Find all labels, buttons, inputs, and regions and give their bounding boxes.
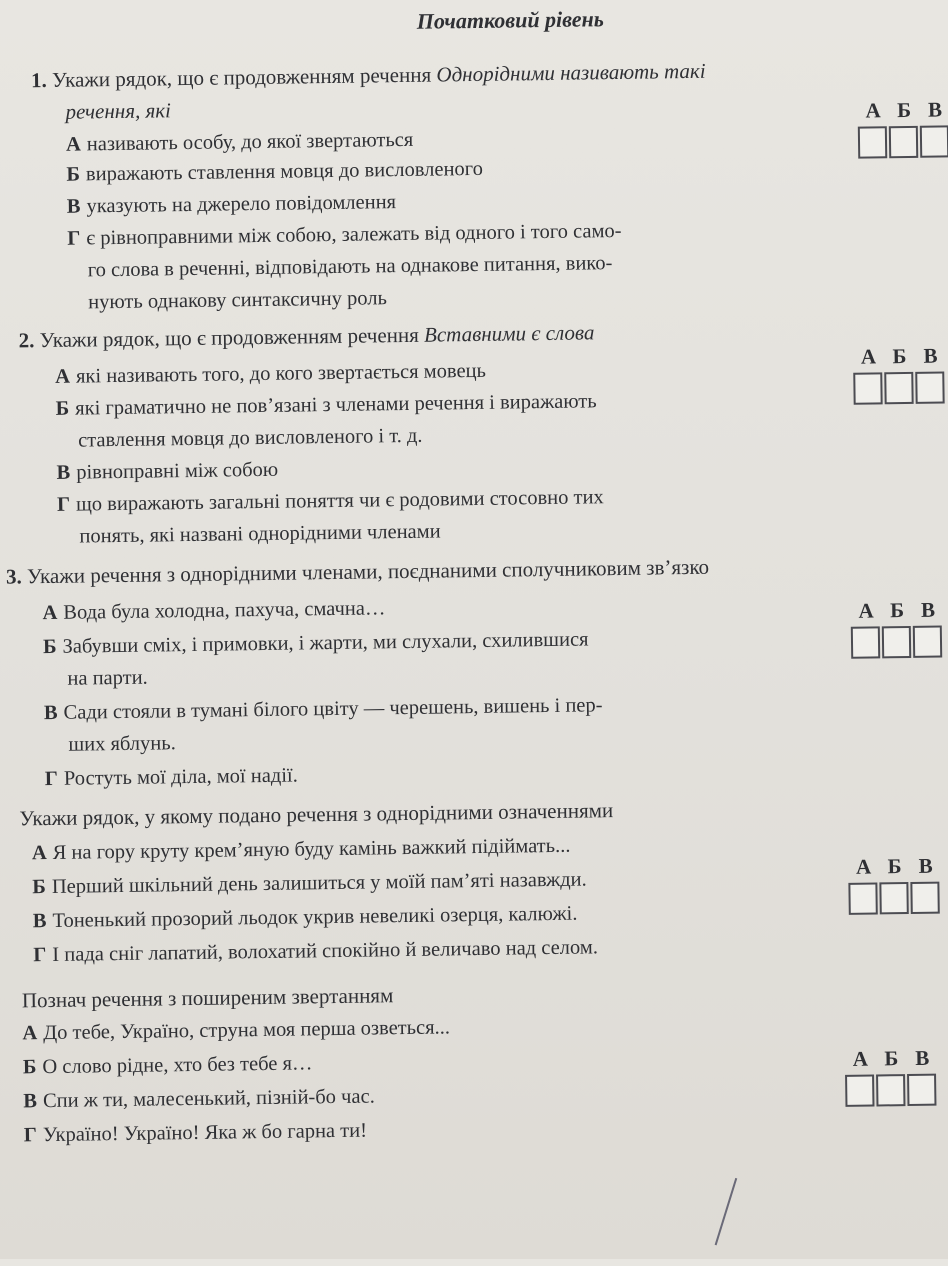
answer-box-b[interactable] [884,372,913,404]
prompt-text: Укажи рядок, що є продовженням речення [39,322,419,353]
option-letter: В [66,195,81,218]
option-text: які граматично не пов’язані з членами речення і виражають [75,390,597,420]
option-letter: Б [66,163,81,186]
question-4-option-b[interactable] [32,869,587,900]
option-letter: В [23,1090,38,1113]
grid-label-c: В [920,597,936,622]
option-d-cont-1: го слова в реченні, відповідають на однакове питання, вико- [87,252,613,282]
option-letter: А [65,133,81,156]
option-letter: А [22,1022,38,1045]
option-letter: Б [55,397,70,420]
option-text: рівноправні між собою [76,458,279,484]
option-letter: Г [67,227,81,250]
answer-box-a[interactable] [851,626,880,658]
option-text: Україно! Україно! Яка ж бо гарна ти! [42,1119,368,1147]
answer-box-c[interactable] [915,371,944,403]
answer-box-c[interactable] [913,626,942,658]
question-2-option-d[interactable] [57,486,604,517]
question-1-option-d[interactable] [67,220,622,251]
answer-box-a[interactable] [858,126,887,158]
question-1-prompt-cont: речення, які [65,98,172,124]
option-b-cont-1: на парти. [67,666,148,690]
answer-box-c[interactable] [907,1074,936,1106]
prompt-text: Познач речення з поширеним звертанням [21,983,394,1013]
prompt-italic: Однорідними називають такі [436,58,706,87]
prompt-text: Укажи рядок, у якому подано речення з однорідними означеннями [19,798,614,831]
option-text: Сади стояли в тумані білого цвіту — черешень, вишень і пер- [63,694,603,724]
grid-label-a: А [852,1046,869,1071]
option-text: Забувши сміх, і примовки, і жарти, ми слухали, схилившися [62,628,589,658]
option-text: називають особу, до якої звертаються [86,128,414,156]
grid-label-b: Б [889,598,905,623]
option-text: є рівноправними між собою, залежать від одного і того само- [86,219,622,250]
option-letter: А [31,842,47,865]
question-3-option-a[interactable] [42,597,385,625]
option-c-cont-1: ших яблунь. [68,732,176,756]
question-2-option-b[interactable] [56,390,597,421]
option-letter: В [32,910,47,933]
grid-label-b: Б [896,97,912,123]
prompt-italic: Вставними є слова [423,320,595,347]
question-5-option-c[interactable] [23,1085,375,1113]
option-letter: Г [44,767,59,791]
grid-label-b: Б [884,1046,899,1071]
question-3-prompt [6,555,709,590]
question-3-option-d[interactable] [45,765,298,792]
grid-label-c: В [918,853,933,878]
option-letter: А [42,601,58,625]
option-letter: Г [23,1124,38,1147]
option-text: виражають ставлення мовця до висловленого [85,157,484,186]
answer-box-a[interactable] [845,1075,874,1107]
question-1-option-b[interactable] [66,158,483,187]
question-5-option-a[interactable] [22,1016,450,1045]
question-4-prompt [19,798,613,831]
grid-label-b: Б [887,854,902,879]
option-d-cont-1: понять, які названі однорідними членами [79,520,441,548]
answer-box-b[interactable] [882,626,911,658]
option-text: Перший шкільний день залишиться у моїй пам’яті назавжди. [51,868,587,898]
option-letter: Г [33,944,47,967]
option-letter: Б [32,876,47,899]
section-heading: Початковий рівень [416,6,604,34]
answer-box-c[interactable] [920,125,948,157]
question-number: 3. [5,564,22,589]
question-number: 1. [30,67,47,93]
option-letter: Г [56,493,71,516]
option-letter: А [55,365,71,388]
question-3-option-b[interactable] [43,628,589,659]
option-text: До тебе, Україно, струна моя перша озветься... [43,1016,451,1045]
option-text: Ростуть мої діла, мої надії. [63,764,298,790]
answer-box-c[interactable] [910,882,939,914]
prompt-text: Укажи речення з однорідними членами, поєднаними сполучниковим зв’язко [26,554,710,589]
option-letter: Б [22,1056,37,1079]
answer-box-b[interactable] [876,1074,905,1106]
grid-label-a: А [858,598,874,623]
grid-label-a: А [865,98,881,123]
option-letter: Б [42,635,57,659]
question-5-option-d[interactable] [24,1120,367,1148]
question-1-option-a[interactable] [66,129,414,157]
grid-label-a: А [855,854,872,879]
answer-box-b[interactable] [889,126,918,158]
question-2-option-c[interactable] [56,459,278,485]
grid-label-a: А [860,344,877,369]
option-letter: В [43,701,58,725]
question-2-option-a[interactable] [55,360,486,389]
grid-label-c: В [923,343,938,368]
question-5-option-b[interactable] [23,1052,313,1079]
option-letter: В [56,461,71,484]
option-text: І пада сніг лапатий, волохатий спокійно й величаво над селом. [52,936,599,966]
question-4-option-d[interactable] [33,936,598,967]
question-number: 2. [18,328,35,353]
option-text: Спи ж ти, малесенький, пізній-бо час. [42,1085,375,1113]
question-1-option-c[interactable] [67,191,397,219]
question-1-prompt [31,59,706,93]
option-text: Тоненький прозорий льодок укрив невеликі озерця, калюжі. [52,902,578,932]
option-text: Я на гору круту крем’яную буду камінь важкий підіймать... [52,834,571,864]
answer-box-a[interactable] [853,372,882,404]
option-d-cont-2: нують однакову синтаксичну роль [88,287,388,314]
option-b-cont-1: ставлення мовця до висловленого і т. д. [77,424,423,452]
option-text: указують на джерело повідомлення [86,191,397,218]
option-text: які називають того, до кого звертається мовець [75,359,487,388]
option-text: О слово рідне, хто без тебе я… [42,1052,313,1079]
prompt-text: Укажи рядок, що є продовженням речення [51,62,432,92]
grid-label-c: В [927,97,943,122]
question-2-prompt [19,320,595,353]
grid-label-b: Б [892,343,907,369]
question-3-option-c[interactable] [44,694,603,725]
question-4-option-c[interactable] [33,903,578,934]
answer-box-a[interactable] [848,882,877,914]
answer-box-b[interactable] [879,882,908,914]
question-4-option-a[interactable] [32,835,571,866]
pen-stroke-mark [715,1178,738,1245]
option-text: що виражають загальні поняття чи є родовими стосовно тих [75,486,604,516]
question-5-prompt [22,983,394,1013]
option-text: Вода була холодна, пахуча, смачна… [63,597,386,624]
grid-label-c: В [915,1045,930,1070]
